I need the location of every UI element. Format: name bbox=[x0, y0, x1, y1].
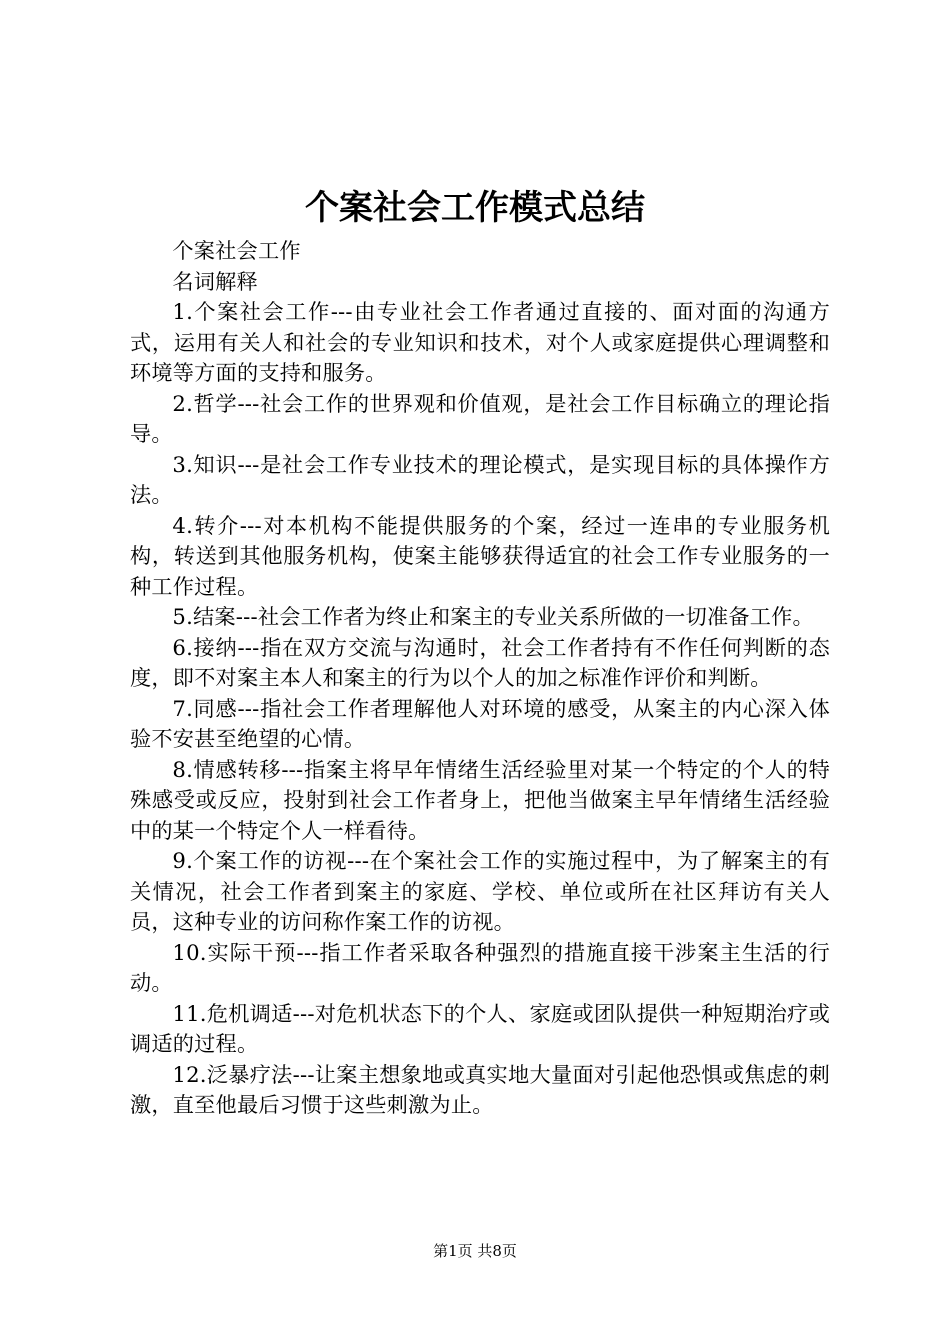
document-body bbox=[130, 236, 830, 1121]
page-footer: 第1页 共8页 bbox=[433, 1242, 517, 1260]
paragraph: 2.哲学---社会工作的世界观和价值观，是社会工作目标确立的理论指导。 bbox=[130, 390, 830, 446]
paragraph: 名词解释 bbox=[172, 268, 258, 294]
paragraph: 8.情感转移---指案主将早年情绪生活经验里对某一个特定的个人的特殊感受或反应，投射到社会工作者身上，把他当做案主早年情绪生活经验中的某一个特定个人一样看待。 bbox=[130, 756, 830, 843]
paragraph: 11.危机调适---对危机状态下的个人、家庭或团队提供一种短期治疗或调适的过程。 bbox=[130, 1000, 830, 1056]
paragraph: 10.实际干预---指工作者采取各种强烈的措施直接干涉案主生活的行动。 bbox=[130, 939, 830, 995]
paragraph: 3.知识---是社会工作专业技术的理论模式，是实现目标的具体操作方法。 bbox=[130, 451, 830, 507]
document-title: 个案社会工作模式总结 bbox=[305, 188, 645, 228]
paragraph: 5.结案---社会工作者为终止和案主的专业关系所做的一切准备工作。 bbox=[172, 604, 814, 629]
paragraph: 4.转介---对本机构不能提供服务的个案，经过一连串的专业服务机构，转送到其他服务机构，使案主能够获得适宜的社会工作专业服务的一种工作过程。 bbox=[130, 512, 830, 599]
paragraph: 1.个案社会工作---由专业社会工作者通过直接的、面对面的沟通方式，运用有关人和社会的专业知识和技术，对个人或家庭提供心理调整和环境等方面的支持和服务。 bbox=[130, 299, 830, 385]
paragraph: 个案社会工作 bbox=[172, 238, 301, 263]
paragraph: 7.同感---指社会工作者理解他人对环境的感受，从案主的内心深入体验不安甚至绝望的心情。 bbox=[130, 695, 830, 751]
paragraph: 12.泛暴疗法---让案主想象地或真实地大量面对引起他恐惧或焦虑的刺激，直至他最后习惯于这些刺激为止。 bbox=[130, 1061, 830, 1117]
paragraph: 6.接纳---指在双方交流与沟通时，社会工作者持有不作任何判断的态度，即不对案主本人和案主的行为以个人的加之标准作评价和判断。 bbox=[130, 634, 830, 690]
paragraph: 9.个案工作的访视---在个案社会工作的实施过程中，为了解案主的有关情况，社会工作者到案主的家庭、学校、单位或所在社区拜访有关人员，这种专业的访问称作案工作的访视。 bbox=[130, 848, 830, 934]
